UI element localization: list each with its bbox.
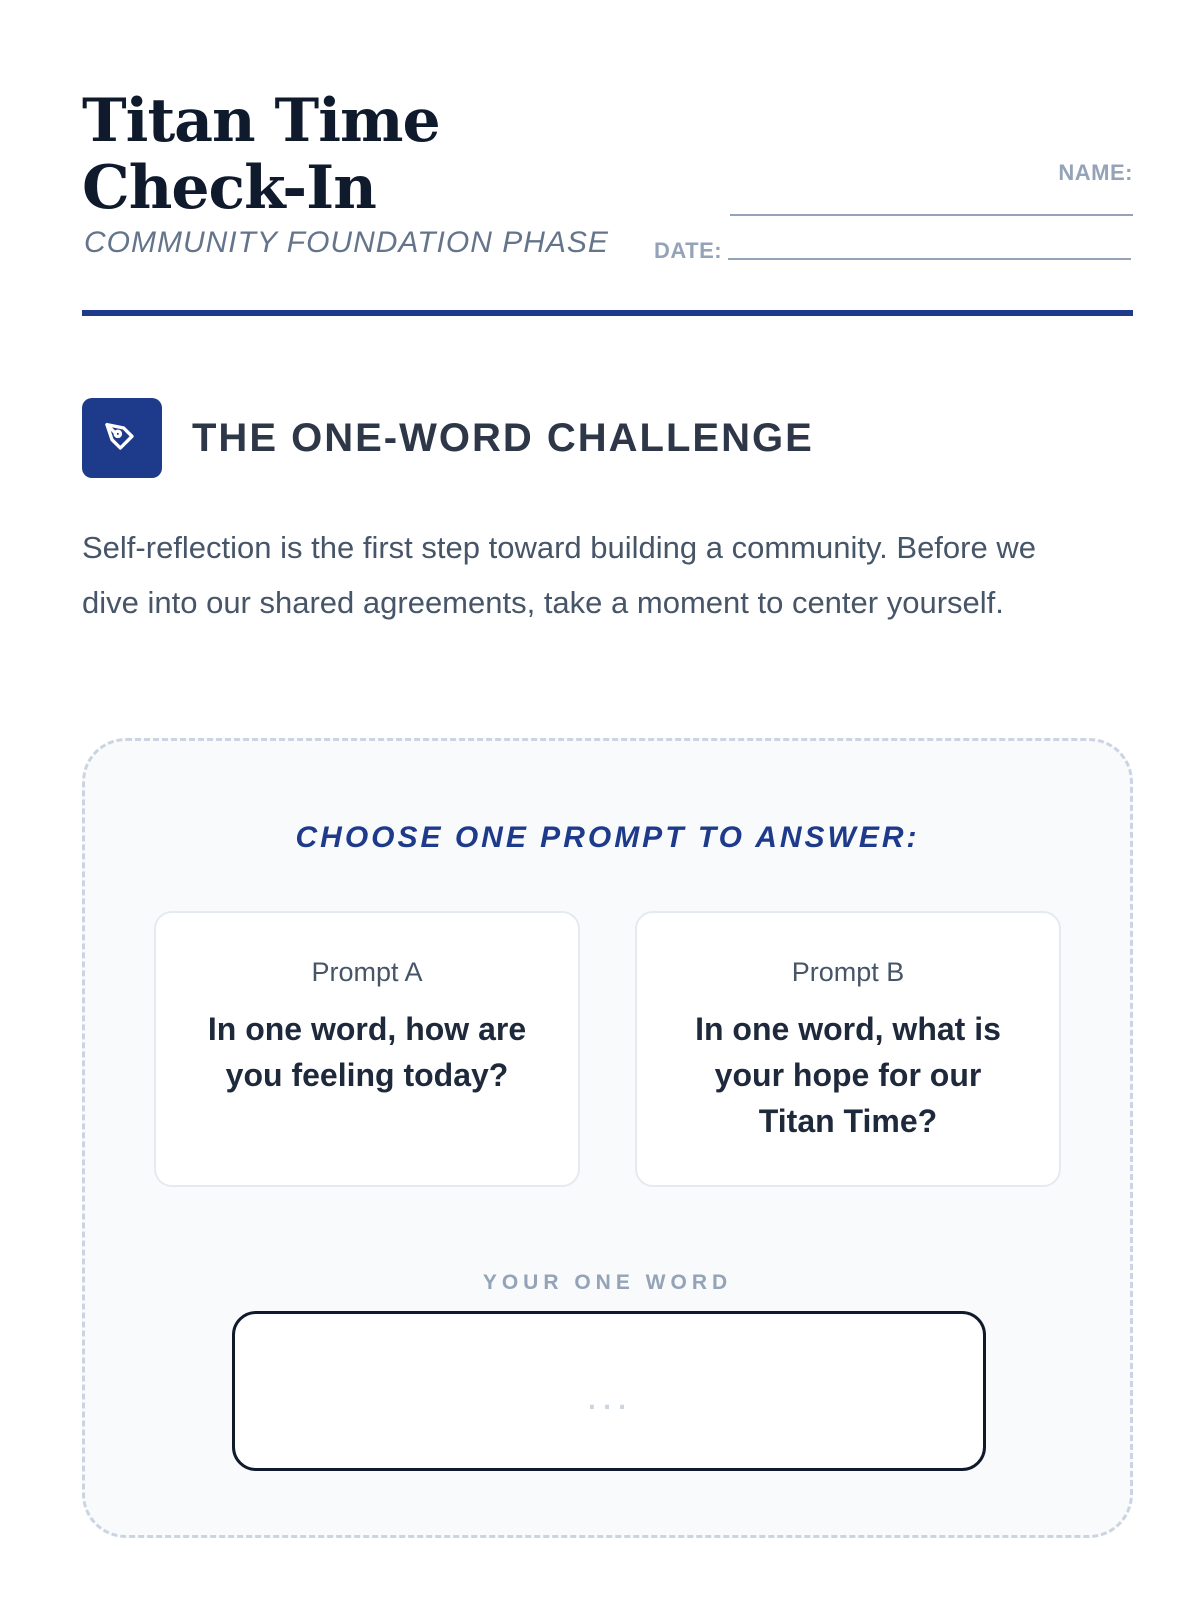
prompt-instruction: CHOOSE ONE PROMPT TO ANSWER:	[295, 821, 920, 854]
section-heading	[82, 398, 814, 478]
prompt-question: In one word, what is your hope for our Titan Time?	[695, 1011, 1001, 1139]
date-label: DATE:	[654, 238, 723, 263]
prompt-panel	[82, 738, 1133, 1538]
prompt-label: Prompt A	[311, 957, 423, 987]
worksheet-header	[82, 88, 1133, 316]
name-line[interactable]	[730, 214, 1133, 216]
pen-nib-icon	[82, 398, 162, 478]
date-line[interactable]	[728, 258, 1131, 260]
page-subtitle: COMMUNITY FOUNDATION PHASE	[84, 226, 609, 259]
prompt-question: In one word, how are you feeling today?	[207, 1011, 527, 1093]
prompt-card-b[interactable]	[635, 911, 1061, 1187]
header-divider	[82, 310, 1133, 316]
name-label: NAME:	[1058, 160, 1133, 185]
intro-paragraph: Self-reflection is the first step toward building a community. Before we dive into our shared agreements, take a moment to center yourself.	[82, 530, 1036, 620]
prompt-label: Prompt B	[791, 957, 905, 987]
page-title: Titan Time Check-In	[82, 86, 440, 223]
answer-label: YOUR ONE WORD	[482, 1271, 733, 1294]
date-field	[654, 238, 1131, 264]
prompt-card-a[interactable]	[154, 911, 580, 1187]
section-title: THE ONE-WORD CHALLENGE	[192, 415, 814, 460]
one-word-input[interactable]	[232, 1311, 986, 1471]
